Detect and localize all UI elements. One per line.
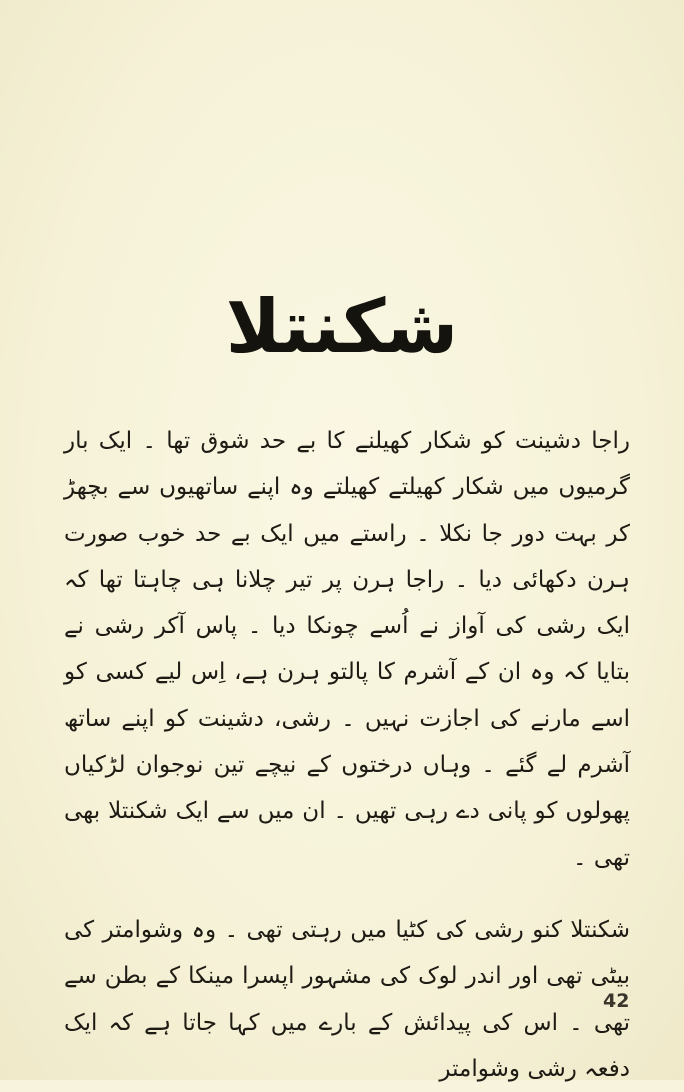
body-text bbox=[64, 418, 630, 1092]
chapter-title: شکنتلا bbox=[225, 284, 459, 370]
paragraph: راجا دشینت کو شکار کھیلنے کا بے حد شوق تھا ۔ ایک بار گرمیوں میں شکار کھیلتے کھیلتے وہ اپنے ساتھیوں سے بچھڑ کر بہت دور جا نکلا ۔ راستے میں ایک بے حد خوب صورت ہرن دکھائی دیا ۔ راجا ہرن پر تیر چلانا ہی چاہتا تھا کہ ایک رشی کی آواز نے اُسے چونکا دیا ۔ پاس آکر رشی نے بتایا کہ وہ ان کے آشرم کا پالتو ہرن ہے، اِس لیے کسی کو اسے مارنے کی اجازت نہیں ۔ رشی، دشینت کو اپنے ساتھ آشرم لے گئے ۔ وہاں درختوں کے نیچے تین نوجوان لڑکیاں پھولوں کو پانی دے رہی تھیں ۔ ان میں سے ایک شکنتلا بھی تھی ۔ bbox=[64, 428, 630, 871]
page-number: 42 bbox=[603, 990, 630, 1012]
paragraph: شکنتلا کنو رشی کی کٹیا میں رہتی تھی ۔ وہ وشوامتر کی بیٹی تھی اور اندر لوک کی مشہور اپسرا مینکا کے بطن سے تھی ۔ اس کی پیدائش کے بارے میں کہا جاتا ہے کہ ایک دفعہ رشی وشوامتر bbox=[64, 916, 630, 1082]
